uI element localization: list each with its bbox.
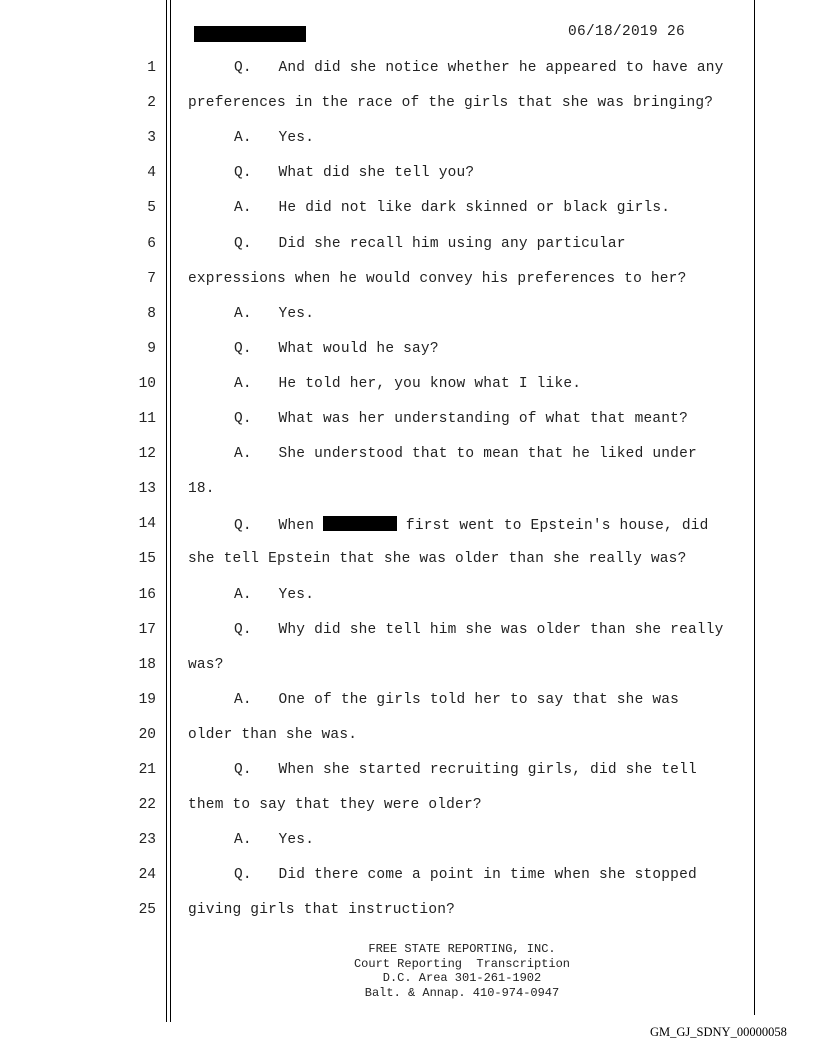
transcript-line bbox=[0, 727, 816, 747]
line-number: 22 bbox=[138, 797, 156, 814]
transcript-line bbox=[0, 200, 816, 220]
header-date-page bbox=[568, 24, 685, 40]
line-number: 7 bbox=[147, 270, 156, 287]
line-text-segment: them to say that they were older? bbox=[188, 797, 482, 814]
line-text bbox=[234, 622, 724, 638]
redaction-box bbox=[323, 516, 397, 531]
line-text-segment: Q. What would he say? bbox=[234, 340, 439, 357]
line-number: 18 bbox=[138, 656, 156, 673]
line-number: 2 bbox=[147, 95, 156, 112]
line-text-segment: A. Yes. bbox=[234, 586, 315, 603]
transcript-line bbox=[0, 902, 816, 922]
line-number: 25 bbox=[138, 902, 156, 919]
header-redaction-box bbox=[194, 26, 306, 42]
transcript-line bbox=[0, 587, 816, 607]
line-text bbox=[234, 165, 474, 181]
transcript-line bbox=[0, 762, 816, 782]
line-text bbox=[234, 446, 697, 462]
line-text bbox=[234, 692, 679, 708]
line-text-segment: older than she was. bbox=[188, 726, 358, 743]
line-text bbox=[188, 657, 224, 673]
line-text bbox=[188, 481, 215, 497]
line-number: 5 bbox=[147, 200, 156, 217]
transcript-line bbox=[0, 341, 816, 361]
transcript-line bbox=[0, 271, 816, 291]
line-number: 21 bbox=[138, 762, 156, 778]
line-text-segment: Q. Did she recall him using any particular bbox=[234, 235, 626, 252]
line-text bbox=[234, 376, 581, 392]
line-number: 3 bbox=[147, 130, 156, 147]
line-text-segment: Q. What did she tell you? bbox=[234, 165, 475, 182]
line-text-segment: A. He did not like dark skinned or black girls. bbox=[234, 200, 671, 217]
line-text-segment: expressions when he would convey his preferences to her? bbox=[188, 270, 687, 287]
line-text-segment: preferences in the race of the girls that she was bringing? bbox=[188, 95, 714, 112]
transcript-line bbox=[0, 481, 816, 501]
line-number: 12 bbox=[138, 446, 156, 463]
transcript-line bbox=[0, 60, 816, 80]
line-text bbox=[234, 236, 626, 252]
right-margin-rule bbox=[754, 0, 755, 1015]
line-text bbox=[188, 551, 686, 567]
footer-company: FREE STATE REPORTING, INC. bbox=[368, 942, 556, 956]
footer-dc-phone: D.C. Area 301-261-1902 bbox=[382, 971, 542, 985]
line-number: 1 bbox=[147, 60, 156, 76]
transcript-line bbox=[0, 657, 816, 677]
transcript-line bbox=[0, 867, 816, 887]
header-date: 06/18/2019 bbox=[568, 24, 659, 40]
line-text-segment: giving girls that instruction? bbox=[188, 902, 456, 919]
line-number: 10 bbox=[138, 375, 156, 392]
line-text bbox=[188, 95, 713, 111]
transcript-line bbox=[0, 165, 816, 185]
line-text bbox=[234, 130, 314, 146]
transcript-line bbox=[0, 516, 816, 536]
footer-balt-phone: Balt. & Annap. 410-974-0947 bbox=[364, 985, 560, 1000]
transcript-line bbox=[0, 832, 816, 852]
line-text bbox=[188, 797, 482, 813]
line-number: 6 bbox=[147, 235, 156, 252]
line-text bbox=[188, 271, 686, 287]
line-number: 4 bbox=[147, 165, 156, 182]
line-text bbox=[234, 832, 314, 848]
bates-number: GM_GJ_SDNY_00000058 bbox=[650, 1025, 787, 1039]
line-number: 9 bbox=[147, 340, 156, 357]
line-text-segment: Q. What was her understanding of what that meant? bbox=[234, 411, 688, 427]
line-text-segment: A. He told her, you know what I like. bbox=[234, 375, 582, 392]
line-text-segment: A. Yes. bbox=[234, 305, 315, 322]
line-text-segment: A. One of the girls told her to say that she was bbox=[234, 691, 680, 708]
transcript-line bbox=[0, 692, 816, 712]
line-text-segment: A. Yes. bbox=[234, 130, 315, 147]
transcript-line bbox=[0, 376, 816, 396]
line-text bbox=[234, 341, 439, 357]
line-text-segment: Q. When she started recruiting girls, did she tell bbox=[234, 762, 697, 778]
line-number: 19 bbox=[138, 691, 156, 708]
transcript-line bbox=[0, 797, 816, 817]
line-text bbox=[188, 727, 357, 743]
page-number: 26 bbox=[667, 24, 686, 40]
line-text bbox=[234, 200, 670, 216]
line-text bbox=[234, 306, 314, 322]
line-text-segment: A. Yes. bbox=[234, 832, 315, 849]
transcript-line bbox=[0, 95, 816, 115]
line-text bbox=[234, 587, 314, 603]
line-text bbox=[234, 867, 697, 883]
transcript-line bbox=[0, 130, 816, 150]
line-text bbox=[234, 762, 697, 778]
transcript-line bbox=[0, 411, 816, 431]
line-text-segment: she tell Epstein that she was older than she really was? bbox=[188, 551, 687, 568]
line-text-segment: Q. Did there come a point in time when she stopped bbox=[234, 867, 697, 884]
line-text-segment: first went to Epstein's house, did bbox=[397, 518, 709, 535]
transcript-line bbox=[0, 446, 816, 466]
line-text-segment: was? bbox=[188, 656, 224, 673]
line-text bbox=[234, 60, 724, 76]
line-number: 17 bbox=[138, 621, 156, 638]
line-number: 14 bbox=[138, 516, 156, 533]
line-text bbox=[188, 902, 455, 918]
transcript-line bbox=[0, 551, 816, 571]
reporter-footer bbox=[290, 942, 634, 1000]
line-number: 16 bbox=[138, 586, 156, 603]
line-text-segment: Q. When bbox=[234, 518, 324, 535]
line-number: 11 bbox=[138, 411, 156, 427]
line-number: 23 bbox=[138, 832, 156, 849]
footer-services: Court Reporting Transcription bbox=[353, 956, 571, 971]
line-text bbox=[234, 411, 688, 427]
line-text-segment: Q. And did she notice whether he appeared to have any bbox=[234, 60, 724, 76]
line-number: 8 bbox=[147, 305, 156, 322]
line-text-segment: A. She understood that to mean that he liked under bbox=[234, 446, 697, 463]
line-text-segment: Q. Why did she tell him she was older than she really bbox=[234, 621, 724, 638]
line-text-segment: 18. bbox=[188, 481, 215, 498]
transcript-line bbox=[0, 622, 816, 642]
line-text bbox=[234, 516, 709, 534]
line-number: 20 bbox=[138, 726, 156, 743]
line-number: 24 bbox=[138, 867, 156, 884]
transcript-line bbox=[0, 236, 816, 256]
line-number: 15 bbox=[138, 551, 156, 568]
line-number: 13 bbox=[138, 481, 156, 498]
transcript-line bbox=[0, 306, 816, 326]
